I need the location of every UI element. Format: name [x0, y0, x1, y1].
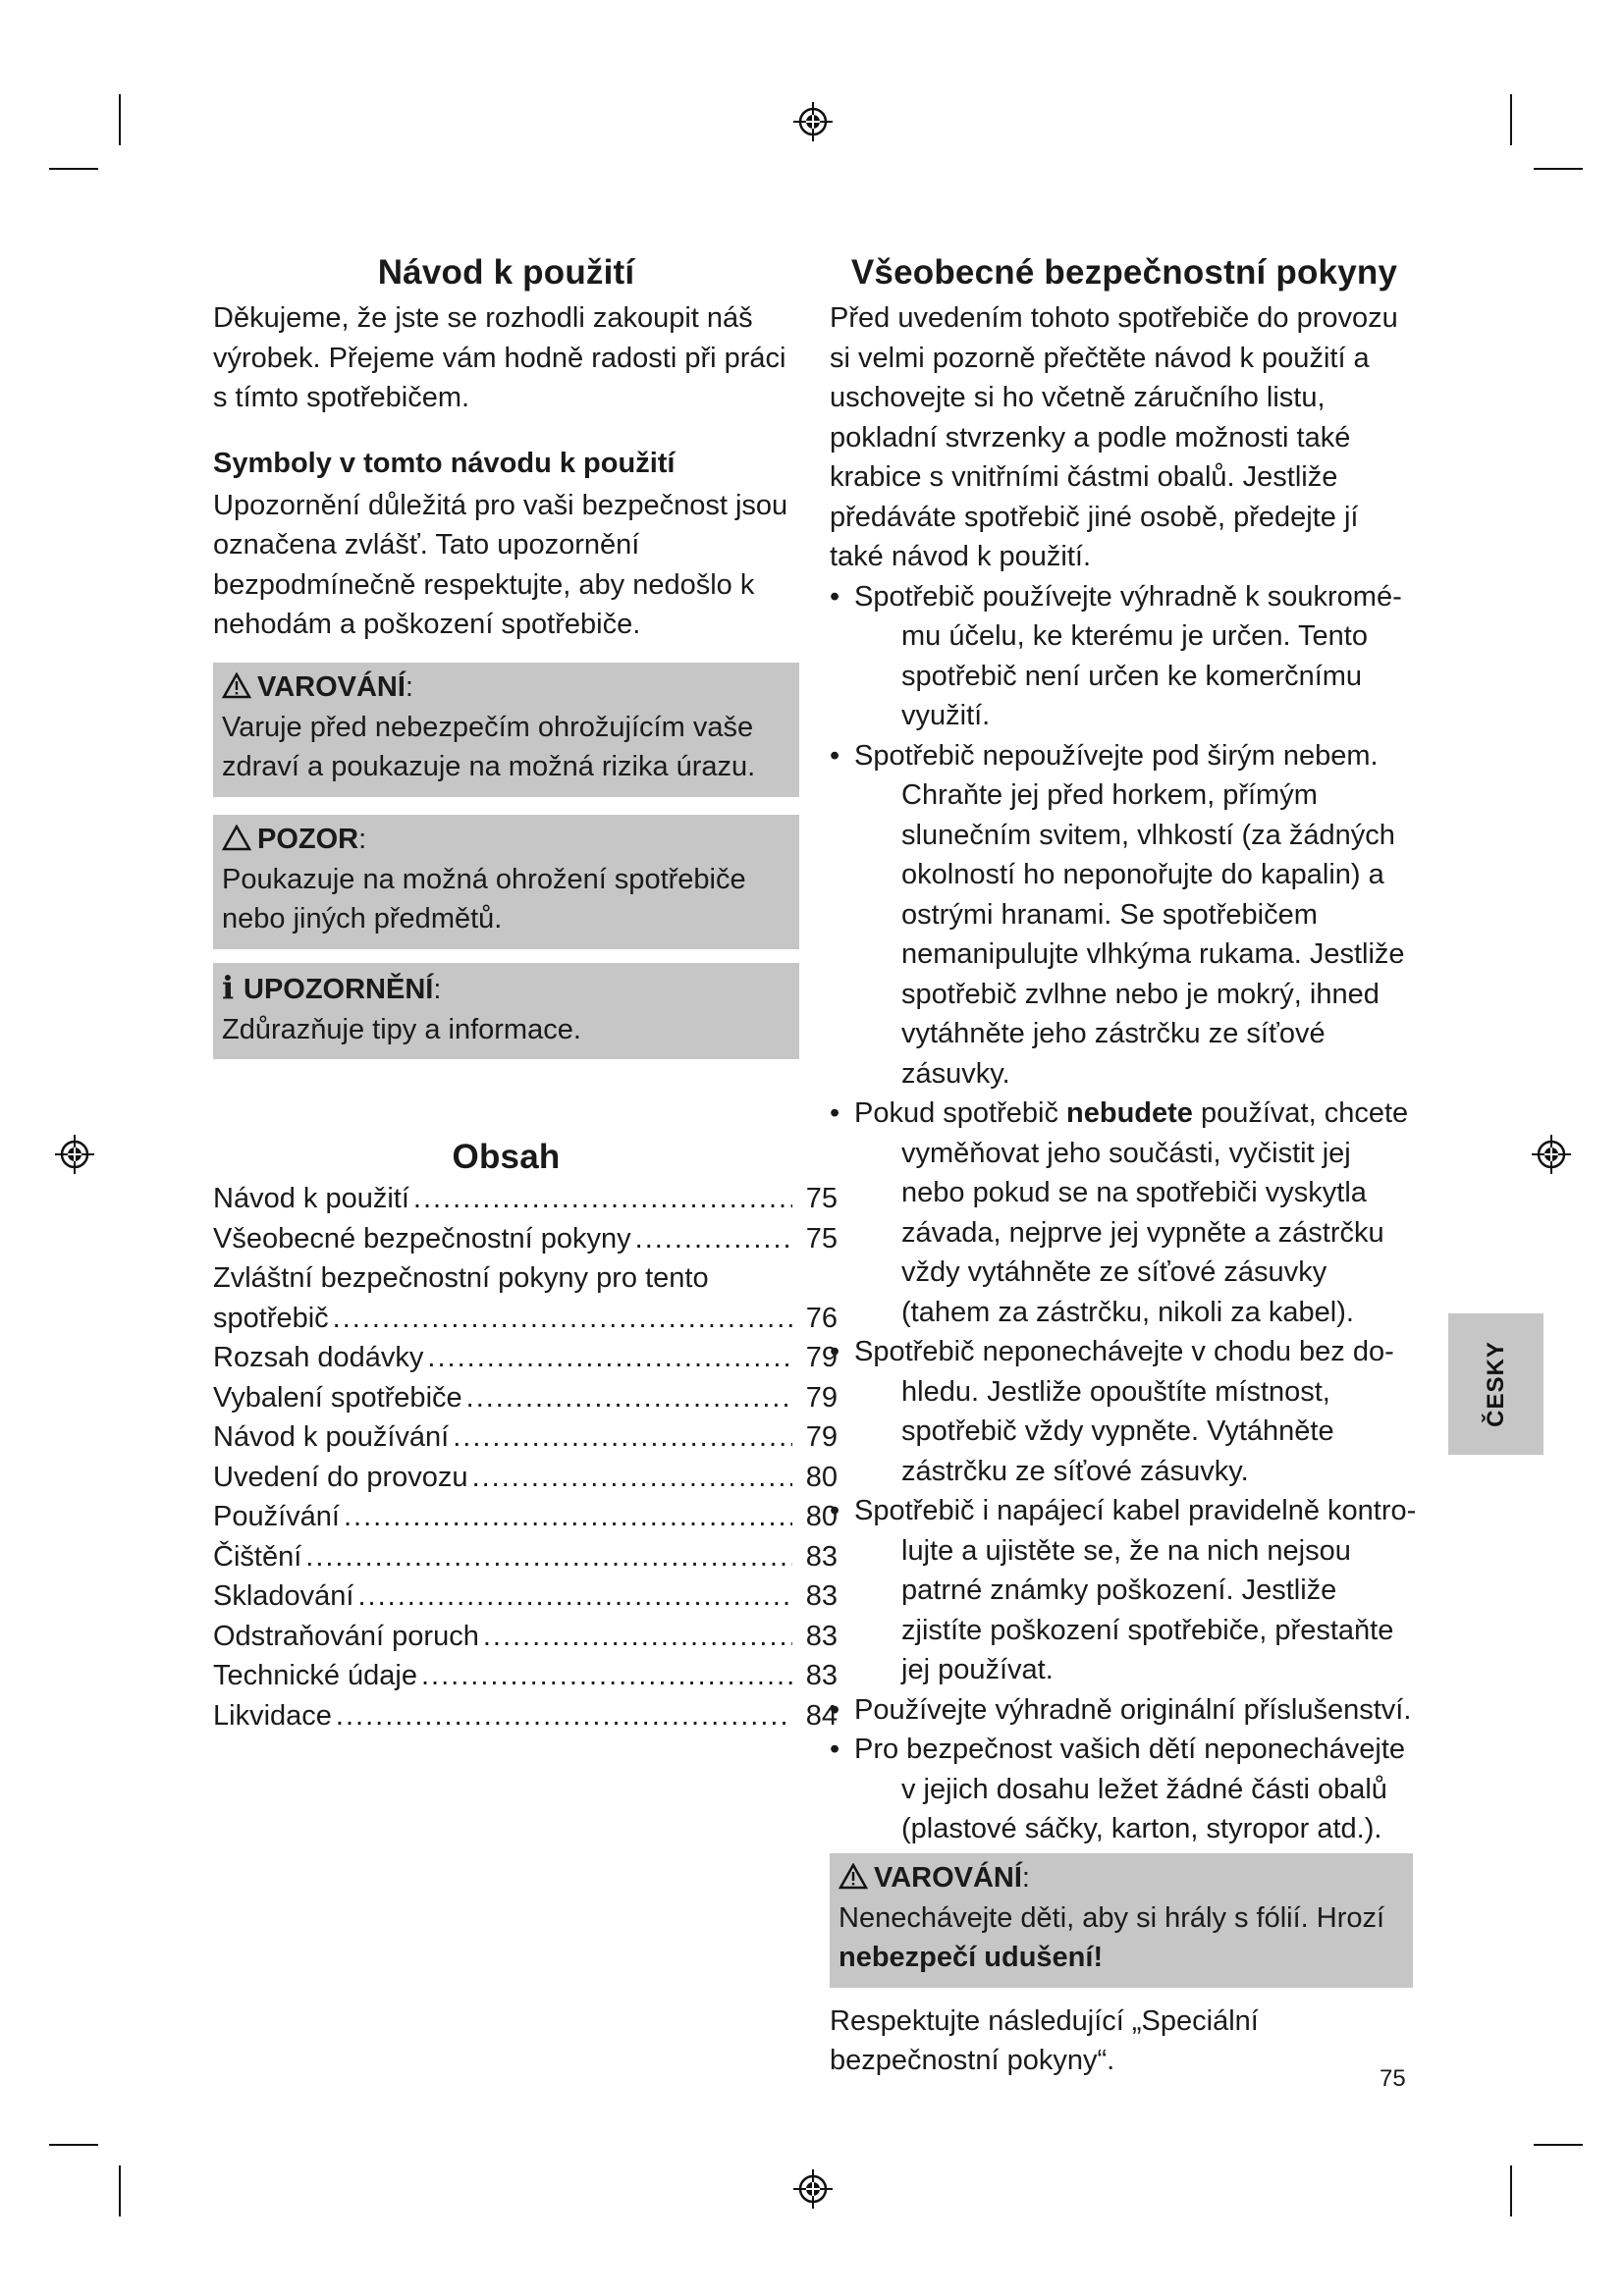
symbols-heading: Symboly v tomto návodu k použití	[213, 447, 676, 479]
toc-entry[interactable]: Skladování ..... 83	[213, 1576, 838, 1617]
intro-paragraph: Před uvedením tohoto spotřebiče do provozu si velmi pozorně přečtěte návod k použití a uschovejte si ho včetně záručního listu, pokladní stvrzenky a podle možnosti také krabice s vnitřními částmi obalů. Jestliže předáváte spotřebič jiné osobě, předejte jí také návod k použití.	[830, 302, 1398, 572]
crop-mark	[1510, 94, 1512, 145]
crop-mark	[1534, 2144, 1583, 2146]
warning-label: VAROVÁNÍ	[257, 670, 406, 703]
list-item: • Používejte výhradně originální příslušenství.	[830, 1690, 1419, 1731]
section-title: Všeobecné bezpečnostní pokyny	[850, 253, 1398, 292]
crop-mark	[119, 2165, 121, 2216]
toc-entry[interactable]: Vybalení spotřebiče ..... 79	[213, 1378, 838, 1418]
outro-paragraph: Respektujte následující „Speciální bezpečnostní pokyny“.	[830, 2004, 1259, 2076]
info-icon: i	[222, 968, 235, 1006]
crop-mark	[49, 2144, 98, 2146]
registration-mark-icon	[55, 1135, 94, 1174]
caution-box: POZOR: Poukazuje na možná ohrožení spotřebiče nebo jiných předmětů.	[213, 815, 799, 949]
list-item: • Pro bezpečnost vašich dětí neponechávejte v jejich dosahu ležet žádné části obalů (plastové sáčky, karton, styropor atd.).	[830, 1730, 1419, 1849]
safety-list	[830, 577, 1419, 1849]
toc-entry[interactable]: Odstraňování poruch ..... 83	[213, 1617, 838, 1657]
toc-entry[interactable]: Všeobecné bezpečnostní pokyny ..... 75	[213, 1219, 838, 1259]
left-column	[213, 253, 838, 1735]
caution-text: Poukazuje na možná ohrožení spotřebiče nebo jiných předmětů.	[222, 863, 746, 934]
warning-box: VAROVÁNÍ: Nenechávejte děti, aby si hrály s fólií. Hrozí nebezpečí udušení!	[830, 1853, 1413, 1988]
symbols-paragraph: Upozornění důležitá pro vaši bezpečnost jsou označena zvlášť. Tato upozornění bezpodmínečně respektujte, aby nedošlo k nehodám a poškození spotřebiče.	[213, 489, 788, 640]
warning-text: Nenechávejte děti, aby si hrály s fólií. Hrozí nebezpečí udušení!	[839, 1901, 1385, 1973]
crop-mark	[49, 168, 98, 170]
toc-entry[interactable]: Likvidace ..... 84	[213, 1696, 838, 1736]
list-item: • Spotřebič i napájecí kabel pravidelně kontro- lujte a ujistěte se, že na nich nejsou patrné známky poškození. Jestliže zjistíte poškození spotřebiče, přestaňte jej používat.	[830, 1491, 1419, 1690]
crop-mark	[119, 94, 121, 145]
toc-entry[interactable]: Návod k použití ..... 75	[213, 1179, 838, 1219]
note-text: Zdůrazňuje tipy a informace.	[222, 1013, 581, 1045]
caution-triangle-icon	[222, 825, 251, 851]
toc-entry[interactable]: Zvláštní bezpečnostní pokyny pro tento	[213, 1262, 709, 1294]
toc-entry[interactable]: Rozsah dodávky ..... 79	[213, 1338, 838, 1378]
page-number: 75	[1380, 2065, 1406, 2092]
language-tab: ČESKY	[1448, 1313, 1543, 1455]
list-item: • Pokud spotřebič nebudete používat, chcete vyměňovat jeho součásti, vyčistit jej nebo pokud se na spotřebiči vyskytla závada, nejprve jej vypněte a zástrčku vždy vytáhněte ze síťové zásuvky (tahem za zástrčku, nikoli za kabel).	[830, 1094, 1419, 1332]
toc-title: Obsah	[452, 1138, 561, 1176]
warning-triangle-icon	[222, 672, 251, 699]
toc-entry[interactable]: Technické údaje ..... 83	[213, 1656, 838, 1696]
list-item: • Spotřebič neponechávejte v chodu bez do- hledu. Jestliže opouštíte místnost, spotřebič vždy vypněte. Vytáhněte zástrčku ze síťové zásuvky.	[830, 1332, 1419, 1491]
note-label: UPOZORNĚNÍ	[244, 973, 434, 1005]
warning-text: Varuje před nebezpečím ohrožujícím vaše zdraví a poukazuje na možná rizika úrazu.	[222, 711, 756, 782]
registration-mark-icon	[1532, 1135, 1571, 1174]
crop-mark	[1510, 2165, 1512, 2216]
warning-label: VAROVÁNÍ	[874, 1861, 1022, 1894]
list-item: • Spotřebič používejte výhradně k soukromé- mu účelu, ke kterému je určen. Tento spotřebič není určen ke komerčnímu využití.	[830, 577, 1419, 736]
note-box: i UPOZORNĚNÍ: Zdůrazňuje tipy a informace.	[213, 963, 799, 1060]
warning-triangle-icon	[839, 1863, 868, 1890]
intro-paragraph: Děkujeme, že jste se rozhodli zakoupit náš výrobek. Přejeme vám hodně radosti při práci s tímto spotřebičem.	[213, 302, 786, 413]
registration-mark-icon	[793, 102, 833, 141]
crop-mark	[1534, 168, 1583, 170]
toc-entry[interactable]: Uvedení do provozu ..... 80	[213, 1458, 838, 1498]
toc-entry[interactable]: Čištění ..... 83	[213, 1537, 838, 1577]
table-of-contents	[213, 1179, 838, 1735]
list-item: • Spotřebič nepoužívejte pod širým nebem. Chraňte jej před horkem, přímým slunečním svitem, vlhkostí (za žádných okolností ho neponořujte do kapalin) a ostrými hranami. Se spotřebičem nemanipulujte vlhkýma rukama. Jestliže spotřebič zvlhne nebo je mokrý, ihned vytáhněte jeho zástrčku ze síťové zásuvky.	[830, 736, 1419, 1095]
toc-entry[interactable]: Používání ..... 80	[213, 1497, 838, 1537]
registration-mark-icon	[793, 2169, 833, 2209]
toc-entry[interactable]: Návod k používání ..... 79	[213, 1417, 838, 1458]
section-title: Návod k použití	[377, 253, 635, 292]
toc-entry[interactable]: spotřebič ..... 76	[213, 1299, 838, 1339]
caution-label: POZOR	[257, 823, 359, 855]
warning-box: VAROVÁNÍ: Varuje před nebezpečím ohrožujícím vaše zdraví a poukazuje na možná rizika úrazu.	[213, 663, 799, 797]
right-column	[830, 253, 1419, 2081]
